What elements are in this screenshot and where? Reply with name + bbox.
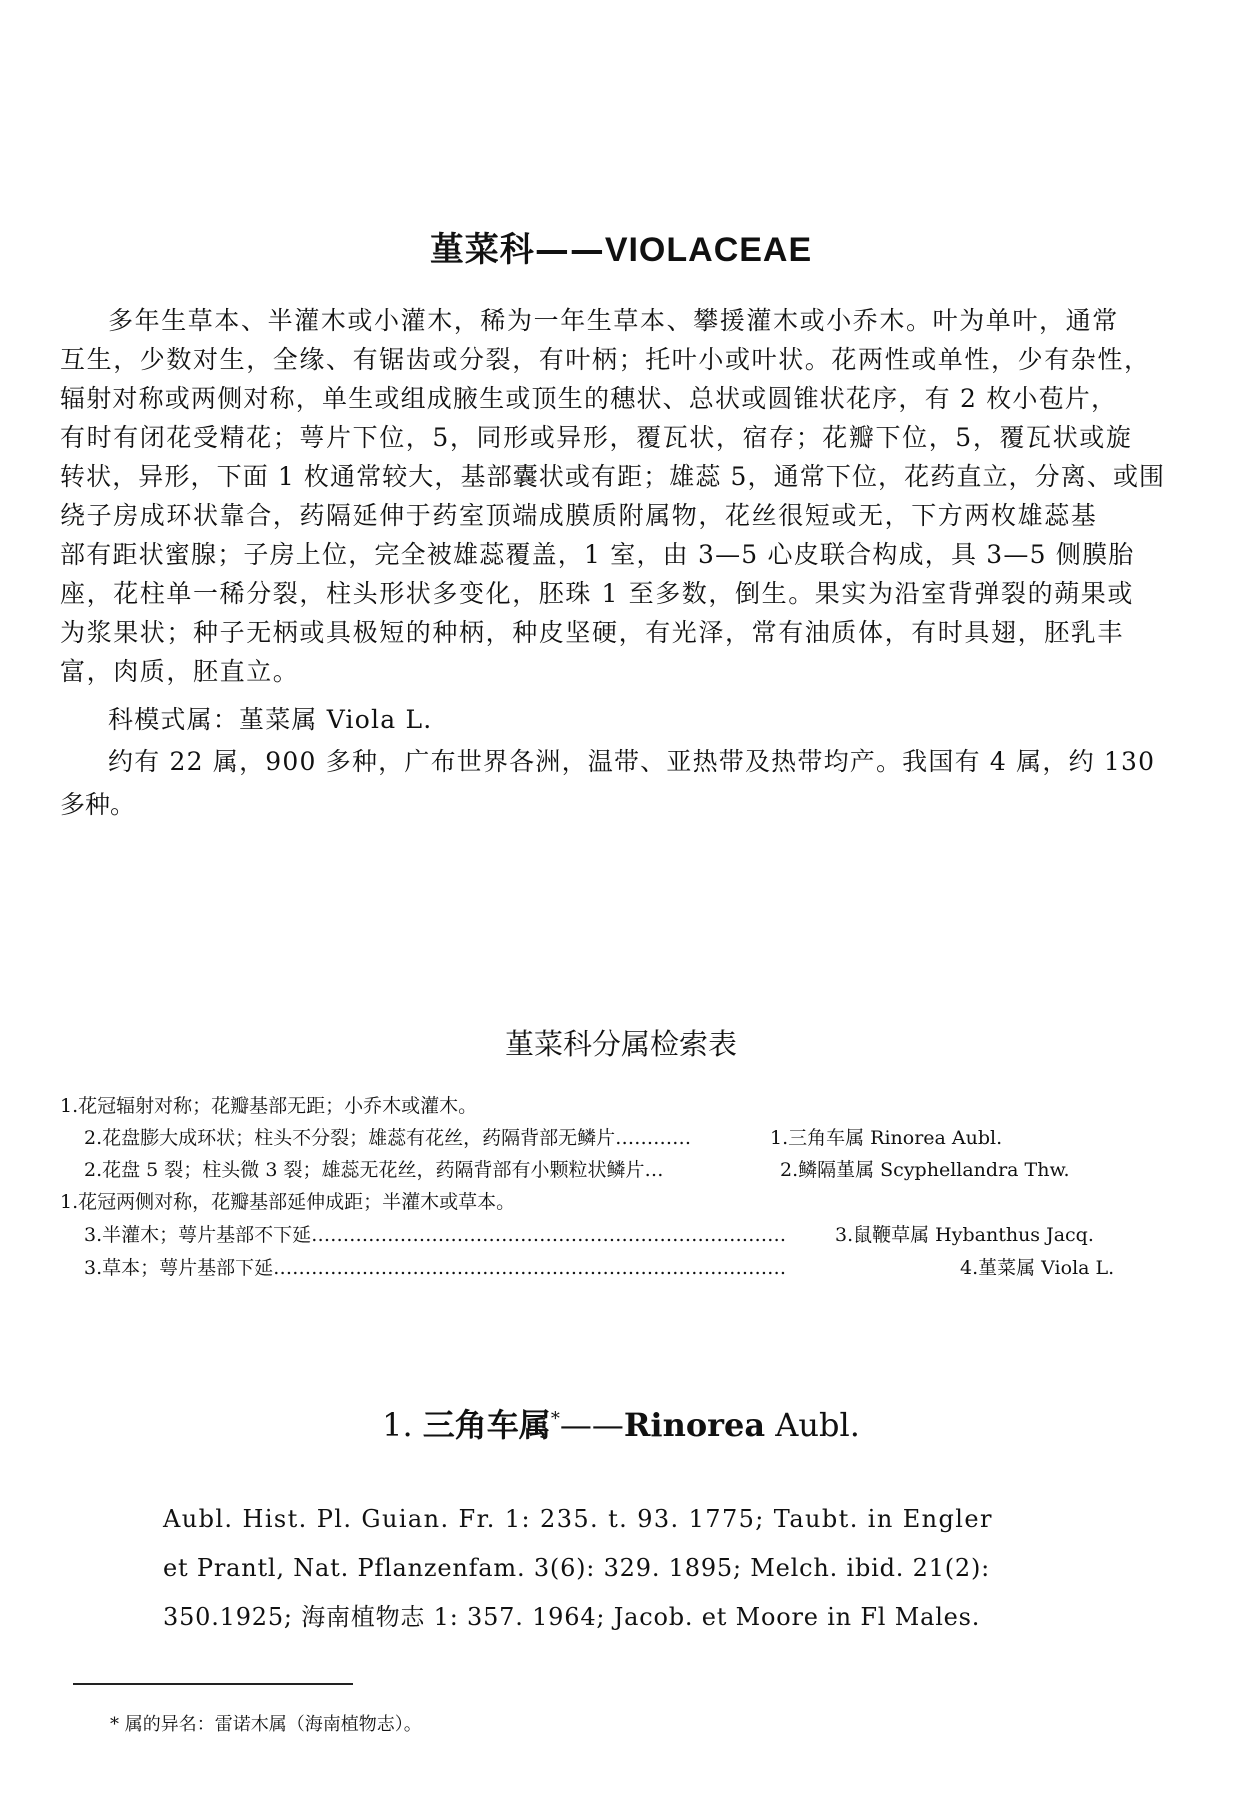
key-row-result: 4.堇菜属 Viola L. [960,1257,1115,1279]
key-row-text: 3.半灌木；萼片基部不下延 [84,1224,312,1246]
footnote: * 属的异名：雷诺木属（海南植物志）。 [110,1714,422,1735]
key-row [84,1248,786,1288]
description-line: 绕子房成环状靠合，药隔延伸于药室顶端成膜质附属物，花丝很短或无，下方两枚雄蕊基 [60,501,1098,530]
reference-line: 350.1925; 海南植物志 1: 357. 1964; Jacob. et Moore in Fl Males. [163,1603,981,1631]
distribution-line: 多种。 [60,790,136,819]
key-row-result: 3.鼠鞭草属 Hybanthus Jacq. [835,1224,1094,1246]
genus-author: Aubl. [775,1406,860,1444]
key-row-text: 1.花冠两侧对称，花瓣基部延伸成距；半灌木或草本。 [60,1191,516,1213]
key-title: 堇菜科分属检索表 [504,1027,737,1061]
type-genus: 科模式属：堇菜属 Viola L. [108,705,433,734]
reference-line: et Prantl, Nat. Pflanzenfam. 3(6): 329. 1895; Melch. ibid. 21(2): [163,1554,991,1582]
description-line: 辐射对称或两侧对称，单生或组成腋生或顶生的穗状、总状或圆锥状花序，有 2 枚小苞片， [60,384,1118,413]
genus-footnote-mark: * [550,1408,560,1430]
genus-heading [0,1400,1242,1446]
genus-name-latin: Rinorea [623,1406,766,1444]
description-line: 富，肉质，胚直立。 [60,657,300,686]
reference-line: Aubl. Hist. Pl. Guian. Fr. 1: 235. t. 93. 1775; Taubt. in Engler [163,1505,993,1533]
genus-name-cn: 三角车属 [422,1406,551,1444]
genus-dash: —— [559,1406,624,1444]
key-row-text: 1.花冠辐射对称；花瓣基部无距；小乔木或灌木。 [60,1095,478,1117]
key-row-leader: … [644,1159,664,1181]
key-row-leader: ………………………………………………………………… [311,1224,787,1246]
description-line: 座，花柱单一稀分裂，柱头形状多变化，胚珠 1 至多数，倒生。果实为沿室背弹裂的蒴果或 [60,579,1135,608]
title-latin: VIOLACEAE [604,231,813,269]
key-row-text: 2.花盘膨大成环状；柱头不分裂；雄蕊有花丝，药隔背部无鳞片 [84,1127,616,1149]
description-line: 互生，少数对生，全缘、有锯齿或分裂，有叶柄；托叶小或叶状。花两性或单性，少有杂性， [60,345,1151,374]
key-row-result: 1.三角车属 Rinorea Aubl. [770,1127,1003,1149]
key-row-leader: ………… [615,1127,692,1149]
title-dash: —— [534,230,605,270]
distribution-line: 约有 22 属，900 多种，广布世界各洲，温带、亚热带及热带均产。我国有 4 属，约 130 [108,747,1156,776]
title-cn: 堇菜科 [429,230,535,270]
key-row-text: 2.花盘 5 裂；柱头微 3 裂；雄蕊无花丝，药隔背部有小颗粒状鳞片 [84,1159,645,1181]
description-line: 部有距状蜜腺；子房上位，完全被雄蕊覆盖，1 室，由 3—5 心皮联合构成，具 3—5 侧膜胎 [60,540,1135,569]
footnote-rule [73,1683,353,1685]
description-line: 多年生草本、半灌木或小灌木，稀为一年生草本、攀援灌木或小乔木。叶为单叶，通常 [108,306,1119,335]
description-line: 为浆果状；种子无柄或具极短的种柄，种皮坚硬，有光泽，常有油质体，有时具翅，胚乳丰 [60,618,1125,647]
key-row-leader: ……………………………………………………………………… [273,1257,787,1279]
page-title [0,222,1242,271]
key-row-text: 3.草本；萼片基部下延 [84,1257,274,1279]
genus-number: 1. [382,1406,413,1444]
description-line: 转状，异形，下面 1 枚通常较大，基部囊状或有距；雄蕊 5，通常下位，花药直立，分离、或围 [60,462,1166,491]
key-row-result: 2.鳞隔堇属 Scyphellandra Thw. [780,1159,1070,1181]
description-line: 有时有闭花受精花；萼片下位，5，同形或异形，覆瓦状，宿存；花瓣下位，5，覆瓦状或旋 [60,423,1133,452]
